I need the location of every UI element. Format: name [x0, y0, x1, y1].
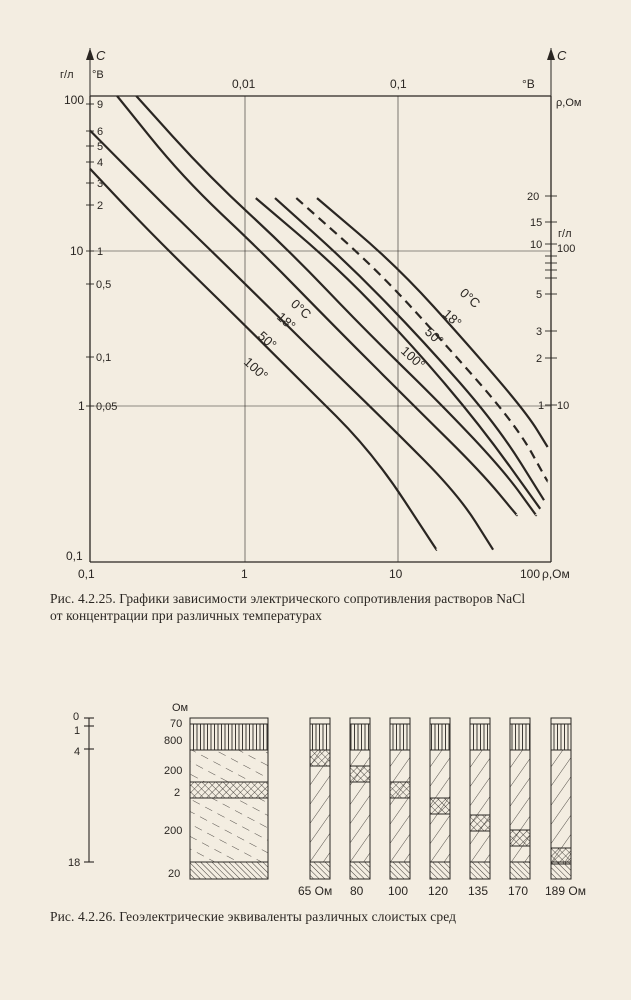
label-50-left: 50°	[254, 328, 280, 353]
column-label-170: 170	[508, 884, 529, 898]
baume-tick-4: 4	[97, 157, 104, 169]
resistivity-header: Ом	[172, 702, 189, 714]
column-label-100: 100	[388, 884, 409, 898]
equivalent-column-1	[310, 718, 330, 879]
bottom-tick-1: 1	[241, 567, 248, 581]
label-100-left: 100°	[240, 354, 272, 384]
left-axis-unit: г/л	[60, 69, 74, 81]
figure2-caption: Рис. 4.2.26. Геоэлектрические эквиваленты различных слоистых сред	[50, 909, 457, 924]
series-layer	[90, 96, 548, 550]
chart-frame	[90, 96, 551, 562]
column-label-189: 189 Ом	[545, 884, 586, 898]
right-c-tick-2: 2	[536, 353, 543, 365]
depth-tick-18: 18	[68, 857, 81, 869]
right-axis-rho-unit: ρ,Ом	[556, 97, 582, 109]
figure1-caption-line1: Рис. 4.2.25. Графики зависимости электрического сопротивления растворов NaCl	[50, 591, 526, 606]
left-tick-1: 1	[78, 399, 85, 413]
bottom-tick-10: 10	[389, 567, 403, 581]
baume-tick-0-1: 0,1	[96, 352, 112, 364]
right-c-tick-1: 1	[538, 400, 545, 412]
right-c-tick-10: 10	[530, 239, 543, 251]
equivalent-column-5	[470, 718, 490, 879]
resistivity-200-b: 200	[164, 825, 183, 837]
right-axis-unit: г/л	[558, 228, 572, 240]
right-c-tick-5: 5	[536, 289, 543, 301]
baume-tick-3: 3	[97, 178, 104, 190]
right-c-tick-20: 20	[527, 191, 540, 203]
equivalent-column-7	[551, 718, 571, 879]
right-c-tick-15: 15	[530, 217, 543, 229]
depth-tick-1: 1	[74, 725, 81, 737]
left-baume-unit: °B	[92, 69, 104, 81]
baume-tick-0-5: 0,5	[96, 279, 112, 291]
resistivity-2: 2	[174, 787, 181, 799]
baume-tick-9: 9	[97, 99, 104, 111]
left-tick-100: 100	[64, 93, 85, 107]
baume-tick-0-05: 0,05	[96, 401, 118, 413]
series-line-2	[117, 96, 517, 515]
baume-tick-6: 6	[97, 126, 104, 138]
column-label-65: 65 Ом	[298, 884, 333, 898]
top-tick-0-01: 0,01	[232, 77, 256, 91]
bottom-tick-0-1: 0,1	[78, 567, 95, 581]
reference-column	[190, 718, 268, 879]
resistivity-800: 800	[164, 735, 183, 747]
left-axis-symbol: C	[96, 48, 106, 63]
left-tick-0-1: 0,1	[66, 549, 83, 563]
label-100-right: 100°	[397, 343, 429, 373]
equivalent-column-3	[390, 718, 410, 879]
bottom-unit: ρ,Ом	[542, 567, 570, 581]
label-0c-right: 0°C	[456, 285, 484, 311]
depth-tick-0: 0	[73, 711, 80, 723]
right-c-tick-3: 3	[536, 326, 543, 338]
label-18-left: 18°	[273, 309, 299, 334]
top-unit: °B	[522, 77, 535, 91]
baume-tick-1: 1	[97, 246, 104, 258]
right-rho-tick-100: 100	[557, 243, 576, 255]
figure1-caption-line2: от концентрации при различных температурах	[50, 608, 323, 623]
label-0c-left: 0°C	[287, 296, 315, 322]
baume-tick-2: 2	[97, 200, 104, 212]
right-rho-tick-10: 10	[557, 400, 570, 412]
label-50-right: 50°	[421, 324, 447, 349]
equivalent-column-2	[350, 718, 370, 879]
left-tick-10: 10	[70, 244, 84, 258]
depth-tick-4: 4	[74, 746, 81, 758]
left-set-labels	[241, 296, 314, 383]
column-label-80: 80	[350, 884, 364, 898]
axis-arrows	[86, 48, 555, 96]
equivalent-columns	[310, 718, 571, 879]
series-line-5	[317, 198, 548, 447]
resistivity-70: 70	[170, 718, 183, 730]
label-18-right: 18°	[439, 306, 465, 331]
column-label-135: 135	[468, 884, 489, 898]
resistivity-20: 20	[168, 868, 181, 880]
equivalent-column-4	[430, 718, 450, 879]
bottom-tick-100: 100	[520, 567, 541, 581]
equivalent-column-6	[510, 718, 530, 879]
top-tick-0-1: 0,1	[390, 77, 407, 91]
column-label-120: 120	[428, 884, 449, 898]
resistivity-200-a: 200	[164, 765, 183, 777]
baume-tick-5: 5	[97, 141, 104, 153]
right-axis-symbol: C	[557, 48, 567, 63]
depth-axis	[84, 718, 94, 862]
